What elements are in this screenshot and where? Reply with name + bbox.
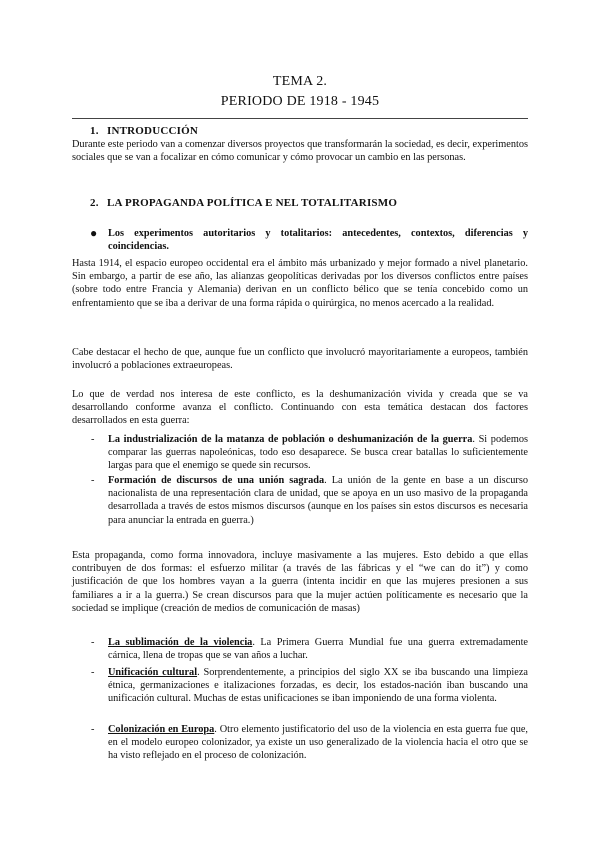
paragraph: Cabe destacar el hecho de que, aunque fue un conflicto que involucró mayoritariamente a europeos, también involucró a poblaciones extraeuropeas. (72, 347, 528, 372)
paragraph: Lo que de verdad nos interesa de este conflicto, es la deshumanización vivida y creada que se va desarrollando conforme avanza el conflicto. Continuando con esta temática destacan dos factores desarrollados en esta guerra: (72, 389, 528, 427)
list-item-text: . Si podemos comparar las guerras napoleónicas, todo eso desaparece. Se busca crear batallas lo suficientemente largas para que el enemigo se quede sin recursos. (108, 434, 528, 472)
dash-marker: - (91, 434, 95, 445)
list-item-text: . Otro elemento justificatorio del uso de la violencia en esta guerra fue que, en el modelo europeo colonizador, ya existe un uso generalizado de la violencia hacia el otro que se ha visto reflejado en el proceso de colonización. (108, 724, 528, 762)
section-heading-1 (90, 125, 198, 137)
section-heading-2 (90, 197, 397, 209)
section-title: LA PROPAGANDA POLÍTICA E NEL TOTALITARISMO (107, 197, 398, 209)
list-item (72, 433, 528, 473)
bullet-icon: ● (90, 226, 98, 240)
title-divider (72, 118, 528, 119)
list-item-text: . La unión de la gente en base a un discurso nacionalista de una representación clara de unidad, que se apoya en un uso masivo de la propaganda desarrollada a través de estos mismos discursos (aunque en los países sin estos discursos es necesaria para anunciar la entrada en guerra.) (108, 475, 528, 526)
dash-marker: - (91, 724, 95, 735)
list-item-term: Formación de discursos de una unión sagrada (108, 475, 325, 486)
list-item-term: La industrialización de la matanza de población o deshumanización de la guerra (108, 434, 473, 445)
dash-marker: - (91, 475, 95, 486)
document-subtitle: PERIODO DE 1918 - 1945 (220, 94, 380, 109)
list-item (72, 474, 528, 527)
list-item-text: . Sorprendentemente, a principios del siglo XX se iba buscando una limpieza étnica, germanizaciones e italizaciones forzadas, es decir, los estados-nación iban buscando una unificación cultural. Muchas de estas unificaciones se iban imponiendo de una forma violenta. (108, 667, 528, 705)
list-item (72, 666, 528, 706)
list-item-term: Colonización en Europa (108, 724, 215, 735)
paragraph: Esta propaganda, como forma innovadora, incluye masivamente a las mujeres. Esto debido a que ellas contribuyen de dos formas: el esfuerzo militar (a través de las fábricas y el “we can do it”) y como justificación de que los hombres vayan a la guerra (intenta incidir en que las mujeres presionen a sus familiares a ir a la guerra.) Se crean discursos para que la mujer actúen políticamente es necesario que la sociedad se implique (creación de medios de comunicación de masas) (72, 550, 528, 614)
list-item-term: Unificación cultural (108, 667, 198, 678)
dash-marker: - (91, 637, 95, 648)
section-title: INTRODUCCIÓN (107, 125, 199, 137)
list-item-text: . La Primera Guerra Mundial fue una guerra extremadamente cárnica, llena de tropas que se van años a luchar. (108, 637, 528, 662)
list-item (72, 723, 528, 763)
section-number: 2. (90, 197, 99, 209)
paragraph: Hasta 1914, el espacio europeo occidental era el ámbito más urbanizado y mejor formado a nivel planetario. Sin embargo, a partir de ese año, las alianzas geopolíticas derivadas por los diversos conflictos entre países (sobre todo entre Francia y Alemania) derivan en un conflicto bélico que se tenía concebido como un enfrentamiento que se iba a derivar de una forma rápida o quirúrgica, no menos acercado a la realidad. (72, 258, 528, 309)
list-item-term: La sublimación de la violencia (108, 637, 253, 648)
section-number: 1. (90, 125, 99, 137)
intro-paragraph: Durante este periodo van a comenzar diversos proyectos que transformarán la sociedad, es decir, experimentos sociales que se van a focalizar en cómo comunicar y cómo provocar un cambio en las personas. (72, 139, 528, 164)
subtopic-bullet (72, 227, 528, 253)
list-item (72, 636, 528, 662)
document-title: TEMA 2. (272, 74, 328, 89)
subtopic-heading: Los experimentos autoritarios y totalitarios: antecedentes, contextos, diferencias y coincidencias. (108, 228, 528, 253)
dash-marker: - (91, 667, 95, 678)
